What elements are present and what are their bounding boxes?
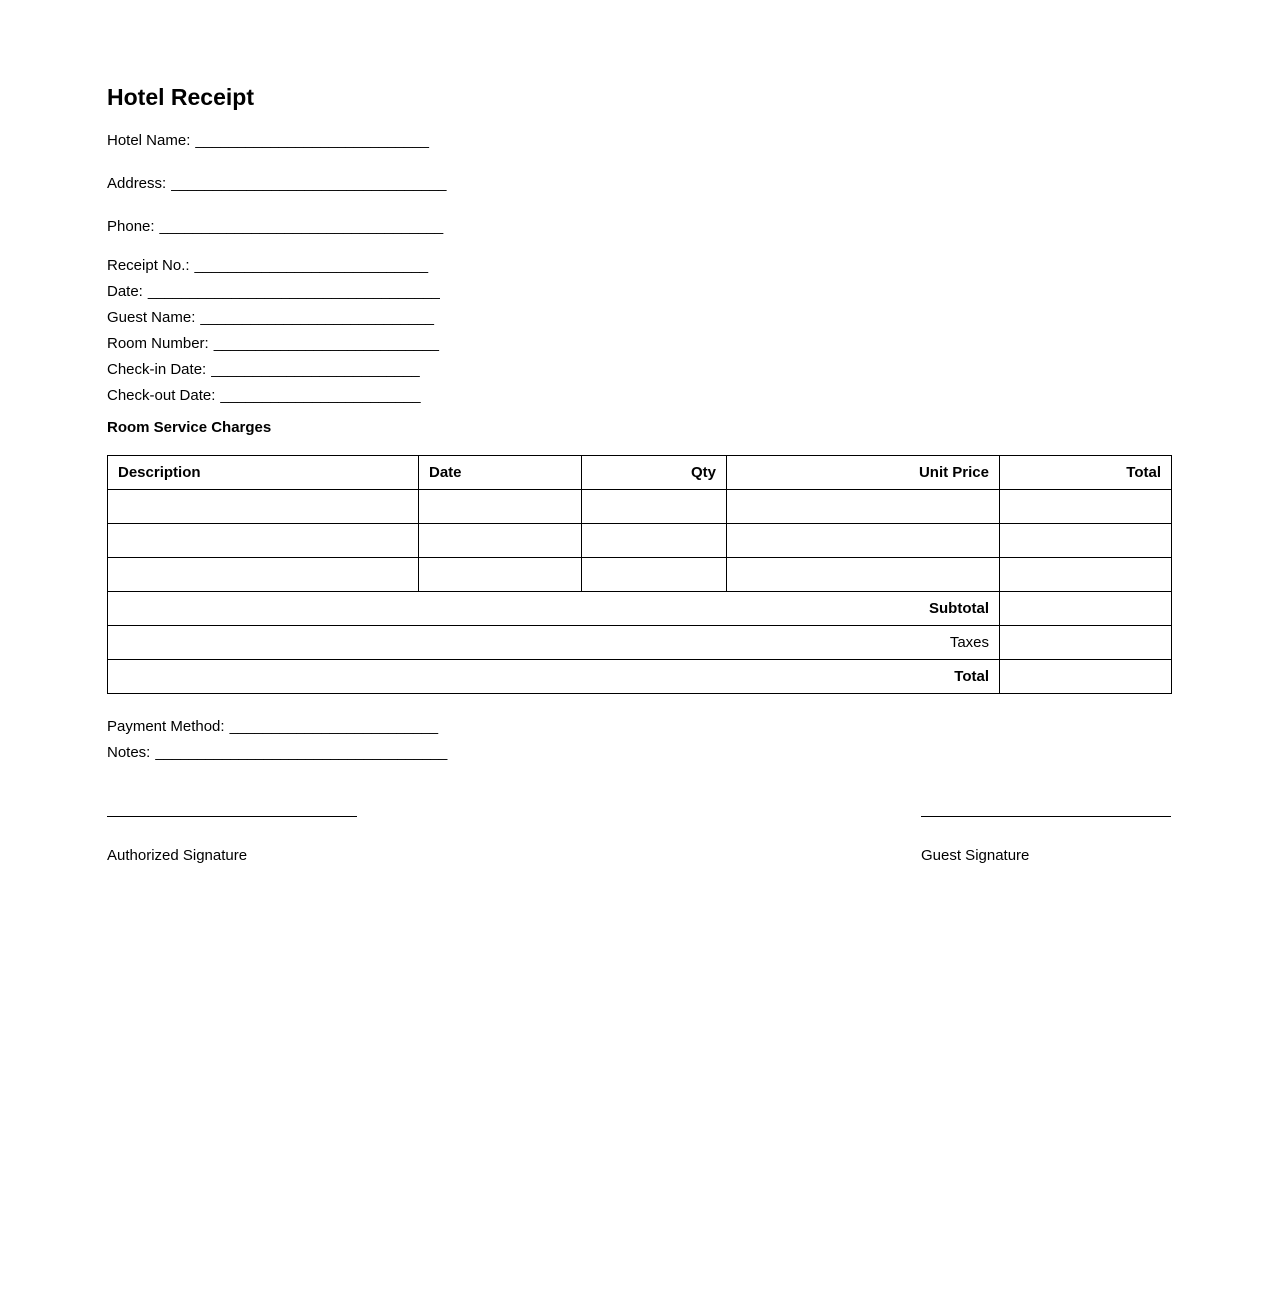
guest-name-field [107, 305, 1171, 331]
notes-label: Notes: [107, 744, 151, 761]
charges-cell [108, 558, 419, 592]
payment-method-blank: _________________________ [229, 718, 439, 735]
date-label: Date: [107, 283, 143, 300]
hotel-name-label: Hotel Name: [107, 132, 191, 149]
guest-name-label: Guest Name: [107, 309, 196, 326]
col-header-unit-price: Unit Price [727, 456, 1000, 490]
hotel-info-section [107, 128, 1171, 240]
payment-method-field [107, 714, 1171, 740]
guest-signature-label: Guest Signature [921, 847, 1030, 864]
room-service-charges-heading: Room Service Charges [107, 419, 272, 436]
subtotal-row [108, 592, 1172, 626]
col-header-description: Description [108, 456, 419, 490]
charges-cell [108, 490, 419, 524]
taxes-value-cell [1000, 626, 1172, 660]
address-blank: _________________________________ [171, 175, 447, 192]
taxes-row [108, 626, 1172, 660]
charges-cell [582, 558, 727, 592]
col-header-total: Total [1000, 456, 1172, 490]
guest-signature-block [921, 816, 1171, 869]
payment-section [107, 714, 1171, 766]
charges-row-3 [108, 558, 1172, 592]
charges-cell [108, 524, 419, 558]
charges-cell [419, 558, 582, 592]
check-out-date-label: Check-out Date: [107, 387, 216, 404]
room-number-field [107, 331, 1171, 357]
authorized-signature-line [107, 816, 357, 817]
authorized-signature-block [107, 816, 357, 869]
charges-cell [582, 524, 727, 558]
total-value-cell [1000, 660, 1172, 694]
subtotal-value-cell [1000, 592, 1172, 626]
guest-name-blank: ____________________________ [200, 309, 434, 326]
charges-cell [1000, 490, 1172, 524]
signature-section [107, 816, 1171, 869]
payment-method-label: Payment Method: [107, 718, 225, 735]
check-in-date-blank: _________________________ [211, 361, 420, 378]
receipt-no-blank: ____________________________ [194, 257, 429, 274]
charges-cell [419, 524, 582, 558]
notes-field [107, 740, 1171, 766]
address-field [107, 171, 1171, 197]
room-number-blank: ___________________________ [213, 335, 439, 352]
phone-blank: __________________________________ [159, 218, 444, 235]
charges-cell [1000, 524, 1172, 558]
col-header-qty: Qty [582, 456, 727, 490]
date-field [107, 279, 1171, 305]
room-number-label: Room Number: [107, 335, 209, 352]
check-out-date-field [107, 383, 1171, 409]
hotel-name-blank: ____________________________ [195, 132, 429, 149]
charges-header-row [108, 456, 1172, 490]
notes-blank: ___________________________________ [155, 744, 448, 761]
charges-cell [727, 524, 1000, 558]
charges-row-1 [108, 490, 1172, 524]
receipt-no-label: Receipt No.: [107, 257, 190, 274]
receipt-no-field [107, 253, 1171, 279]
guest-signature-line [921, 816, 1171, 817]
charges-cell [727, 490, 1000, 524]
check-in-date-label: Check-in Date: [107, 361, 207, 378]
check-in-date-field [107, 357, 1171, 383]
phone-field [107, 214, 1171, 240]
taxes-label: Taxes [108, 626, 1000, 660]
charges-table [107, 455, 1172, 694]
receipt-info-section [107, 253, 1171, 409]
hotel-name-field [107, 128, 1171, 154]
charges-row-2 [108, 524, 1172, 558]
charges-cell [1000, 558, 1172, 592]
charges-cell [582, 490, 727, 524]
total-row [108, 660, 1172, 694]
date-blank: ___________________________________ [147, 283, 440, 300]
check-out-date-blank: ________________________ [220, 387, 421, 404]
page-title: Hotel Receipt [107, 84, 254, 110]
address-label: Address: [107, 175, 167, 192]
charges-cell [419, 490, 582, 524]
subtotal-label: Subtotal [108, 592, 1000, 626]
charges-cell [727, 558, 1000, 592]
phone-label: Phone: [107, 218, 155, 235]
total-label: Total [108, 660, 1000, 694]
authorized-signature-label: Authorized Signature [107, 847, 248, 864]
col-header-date: Date [419, 456, 582, 490]
